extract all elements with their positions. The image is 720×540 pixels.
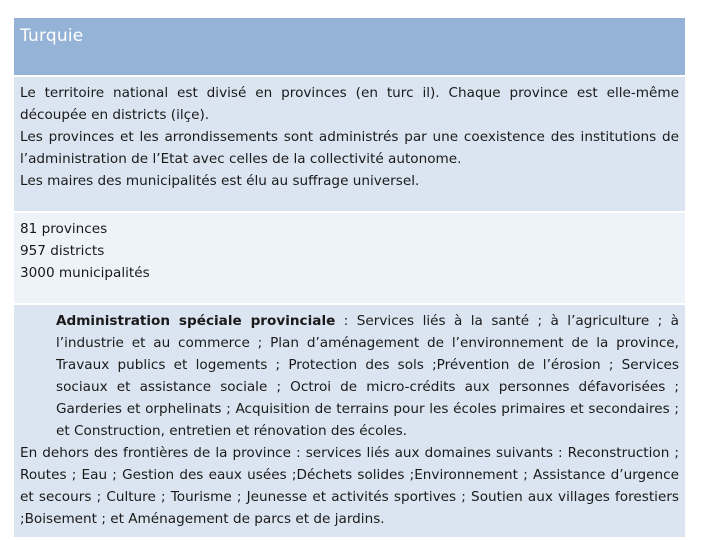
services-row	[14, 305, 685, 537]
intro-line-2: Les provinces et les arrondissements sont administrés par une coexistence des institutions de l’administration de l’Etat avec celles de la collectivité autonome.	[20, 129, 679, 167]
stat-districts: 957 districts	[20, 243, 105, 259]
special-administration-text: : Services liés à la santé ; à l’agriculture ; à l’industrie et au commerce ; Plan d’aménagement de l’environnement de la province, Travaux publics et logements ; Protection des sols ;Prévention de l’érosion ; Services sociaux et assistance sociale ; Octroi de micro-crédits aux personnes défavorisées ; Garderies et orphelinats ; Acquisition de terrains pour les écoles primaires et secondaires ; et Construction, entretien et rénovation des écoles.	[56, 313, 679, 439]
table-header	[14, 18, 685, 77]
stat-provinces: 81 provinces	[20, 221, 108, 237]
intro-line-1: Le territoire national est divisé en provinces (en turc il). Chaque province est elle-même découpée en districts (ilçe).	[20, 85, 679, 123]
intro-row	[14, 77, 685, 213]
special-administration-paragraph	[20, 310, 679, 442]
special-administration-title: Administration spéciale provinciale	[56, 313, 336, 329]
stat-municipalities: 3000 municipalités	[20, 265, 150, 281]
stats-row	[14, 213, 685, 305]
intro-line-3: Les maires des municipalités est élu au suffrage universel.	[20, 173, 420, 189]
country-title: Turquie	[20, 26, 84, 46]
info-table	[14, 18, 685, 537]
outside-province-paragraph: En dehors des frontières de la province : services liés aux domaines suivants : Reconstruction ; Routes ; Eau ; Gestion des eaux usées ;Déchets solides ;Environnement ; Assistance d’urgence et secours ; Culture ; Tourisme ; Jeunesse et activités sportives ; Soutien aux villages forestiers ;Boisement ; et Aménagement de parcs et de jardins.	[20, 445, 679, 527]
